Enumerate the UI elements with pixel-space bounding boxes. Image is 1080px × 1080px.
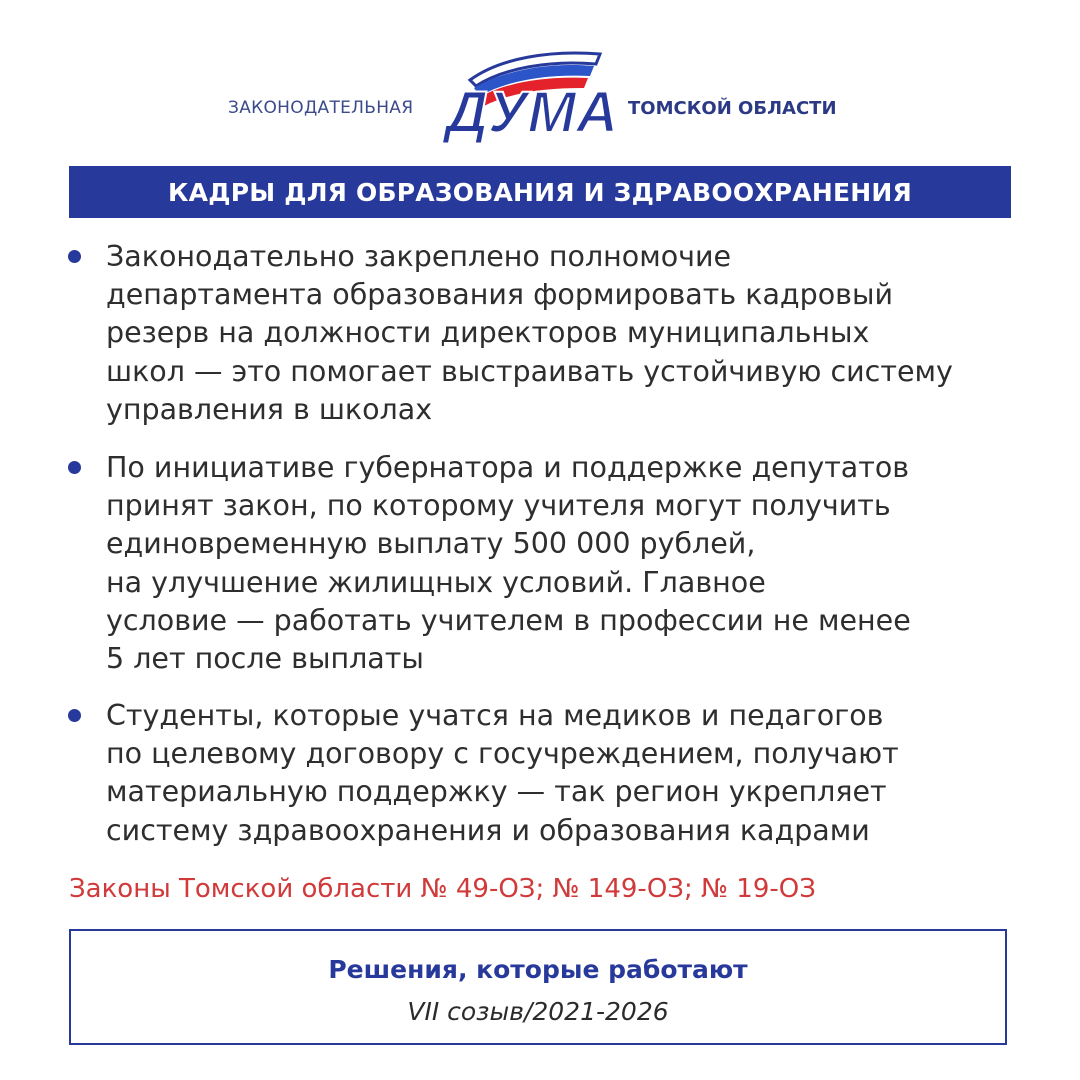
list-item-text: Студенты, которые учатся на медиков и педагогов по целевому договору с госучреждением, получают материальную поддержку — так регион укрепляет систему здравоохранения и образования кадрами xyxy=(106,699,899,847)
header-right-text: ТОМСКОЙ ОБЛАСТИ xyxy=(628,98,837,119)
laws-reference: Законы Томской области № 49-ОЗ; № 149-ОЗ; № 19-ОЗ xyxy=(69,874,816,904)
list-item-text: Законодательно закреплено полномочие департамента образования формировать кадровый резерв на должности директоров муниципальных школ — это помогает выстраивать устойчивую систему управления в школах xyxy=(106,240,953,426)
bullet-icon xyxy=(68,461,81,474)
header-left-text: ЗАКОНОДАТЕЛЬНАЯ xyxy=(228,98,414,118)
header xyxy=(0,44,1080,144)
list-item-text: По инициативе губернатора и поддержке депутатов принят закон, по которому учителя могут получить единовременную выплату 500 000 рублей, на улучшение жилищных условий. Главное условие — работать учителем в профессии не менее 5 лет после выплаты xyxy=(106,451,911,676)
footer-title: Решения, которые работают xyxy=(328,955,748,984)
banner-title: КАДРЫ ДЛЯ ОБРАЗОВАНИЯ И ЗДРАВООХРАНЕНИЯ xyxy=(168,177,912,207)
footer-subtitle: VII созыв/2021-2026 xyxy=(407,997,669,1026)
bullet-icon xyxy=(68,709,81,722)
footer-box xyxy=(69,929,1007,1045)
bullet-icon xyxy=(68,250,81,263)
logo-text: ДУМА xyxy=(440,80,618,144)
duma-logo xyxy=(440,44,622,144)
section-banner xyxy=(69,166,1011,218)
